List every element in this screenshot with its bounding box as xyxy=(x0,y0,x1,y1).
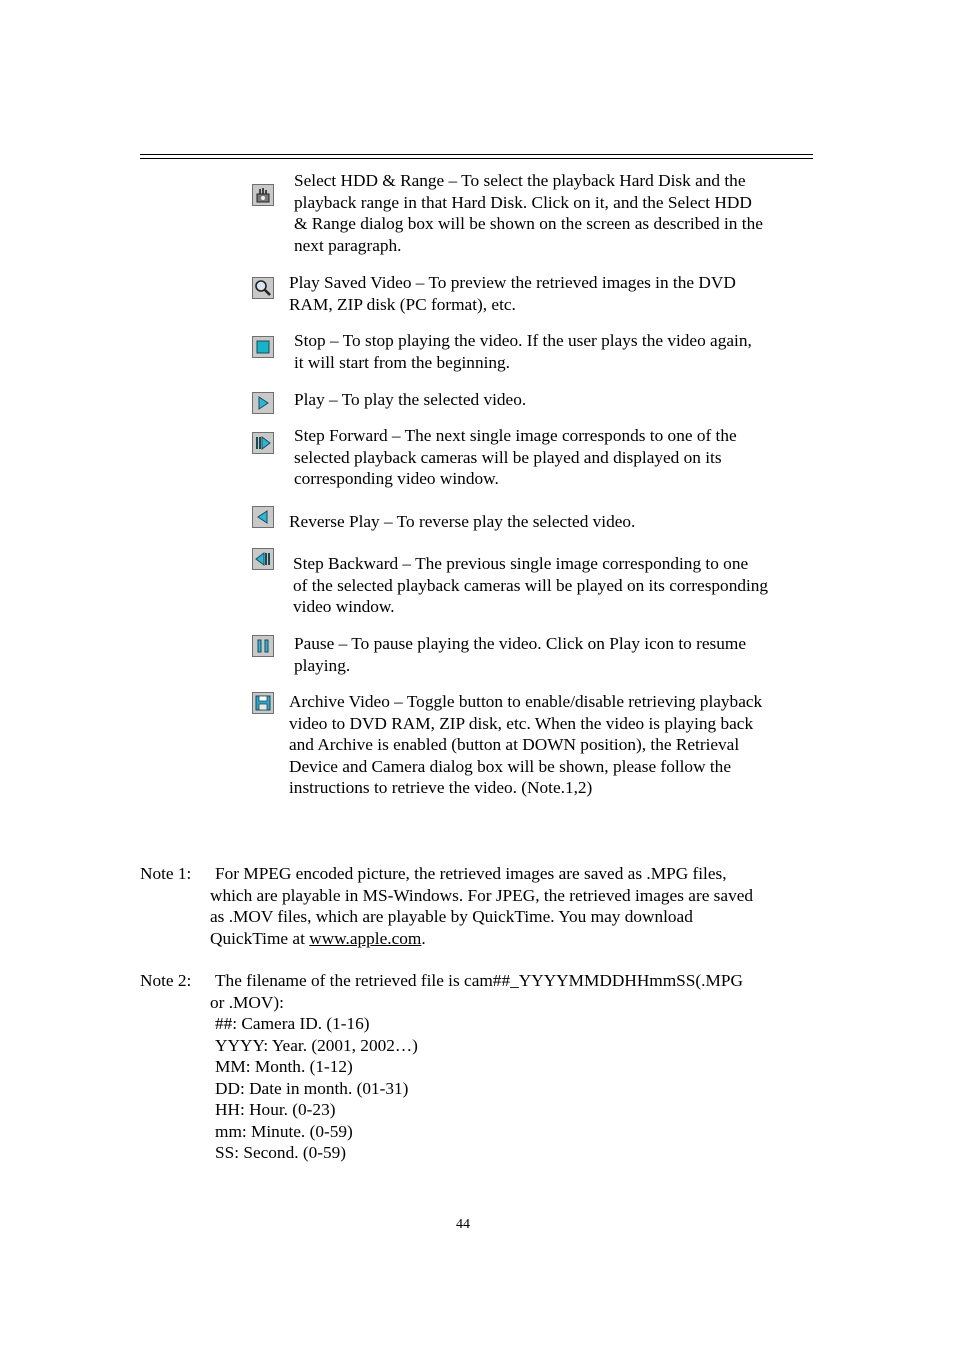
note-line: or .MOV): xyxy=(210,992,284,1012)
step-backward-icon[interactable] xyxy=(252,548,274,570)
item-line: selected playback cameras will be played and displayed on its xyxy=(294,447,722,467)
header-rule-bottom xyxy=(140,158,813,159)
item-line: Play – To play the selected video. xyxy=(294,390,527,409)
step-forward-icon[interactable] xyxy=(252,432,274,454)
item-line: Reverse Play – To reverse play the selected video. xyxy=(289,512,636,531)
item-line: Play Saved Video – To preview the retrieved images in the DVD xyxy=(289,273,736,292)
item-line: Stop – To stop playing the video. If the user plays the video again, xyxy=(294,331,752,350)
item-line: of the selected playback cameras will be played on its corresponding xyxy=(293,575,769,595)
note-line: as .MOV files, which are playable by QuickTime. You may download xyxy=(210,907,693,926)
field-minute: mm: Minute. (0-59) xyxy=(215,1121,353,1141)
field-camera-id: ##: Camera ID. (1-16) xyxy=(215,1014,370,1033)
item-line: video window. xyxy=(293,597,395,616)
item-text xyxy=(289,272,736,315)
reverse-play-icon[interactable] xyxy=(252,506,274,528)
note-line: which are playable in MS-Windows. For JPEG, the retrieved images are saved xyxy=(210,885,754,905)
header-rule-top xyxy=(140,154,813,155)
item-text xyxy=(289,511,635,533)
field-year: YYYY: Year. (2001, 2002…) xyxy=(215,1035,418,1055)
page-number: 44 xyxy=(456,1217,470,1232)
item-line: Step Backward – The previous single image corresponding to one xyxy=(293,554,749,573)
item-line: RAM, ZIP disk (PC format), etc. xyxy=(289,294,516,314)
note-label: Note 2: xyxy=(140,971,192,990)
field-hour: HH: Hour. (0-23) xyxy=(215,1100,336,1119)
item-text xyxy=(294,425,737,490)
field-date: DD: Date in month. (01-31) xyxy=(215,1078,409,1098)
item-line: it will start from the beginning. xyxy=(294,352,510,372)
note-line: For MPEG encoded picture, the retrieved images are saved as .MPG files, xyxy=(215,864,727,883)
note-text: QuickTime at xyxy=(210,928,310,948)
note-text: . xyxy=(421,928,426,948)
item-line: Select HDD & Range – To select the playback Hard Disk and the xyxy=(294,171,746,190)
note-body xyxy=(210,863,753,949)
note-body xyxy=(210,970,743,1013)
item-line: next paragraph. xyxy=(294,235,402,255)
note-line xyxy=(210,928,753,950)
note-line: The filename of the retrieved file is cam##_YYYYMMDDHHmmSS(.MPG xyxy=(215,971,743,990)
stop-icon[interactable] xyxy=(252,336,274,358)
item-text xyxy=(294,389,526,411)
field-month: MM: Month. (1-12) xyxy=(215,1057,353,1076)
item-line: Step Forward – The next single image corresponds to one of the xyxy=(294,426,737,445)
note-label: Note 1: xyxy=(140,864,192,883)
item-line: playback range in that Hard Disk. Click on it, and the Select HDD xyxy=(294,192,752,212)
floppy-disk-icon[interactable] xyxy=(252,692,274,714)
item-text xyxy=(289,691,762,799)
hdd-range-icon[interactable] xyxy=(252,184,274,206)
apple-website-link[interactable]: www.apple.com xyxy=(309,928,422,948)
item-text xyxy=(294,170,763,256)
item-text xyxy=(294,633,746,676)
item-line: Archive Video – Toggle button to enable/disable retrieving playback xyxy=(289,692,763,711)
field-second: SS: Second. (0-59) xyxy=(215,1143,347,1162)
item-line: playing. xyxy=(294,655,351,675)
item-line: & Range dialog box will be shown on the screen as described in the xyxy=(294,214,763,233)
play-icon[interactable] xyxy=(252,392,274,414)
magnifier-icon[interactable] xyxy=(252,277,274,299)
item-line: Pause – To pause playing the video. Click on Play icon to resume xyxy=(294,634,747,653)
filename-fields-list xyxy=(215,1013,418,1164)
item-line: instructions to retrieve the video. (Note.1,2) xyxy=(289,778,593,797)
item-line: Device and Camera dialog box will be shown, please follow the xyxy=(289,756,731,776)
item-line: corresponding video window. xyxy=(294,469,499,488)
pause-icon[interactable] xyxy=(252,635,274,657)
item-line: video to DVD RAM, ZIP disk, etc. When the video is playing back xyxy=(289,713,754,733)
item-text xyxy=(294,330,752,373)
item-line: and Archive is enabled (button at DOWN position), the Retrieval xyxy=(289,735,740,754)
item-text xyxy=(293,553,768,618)
